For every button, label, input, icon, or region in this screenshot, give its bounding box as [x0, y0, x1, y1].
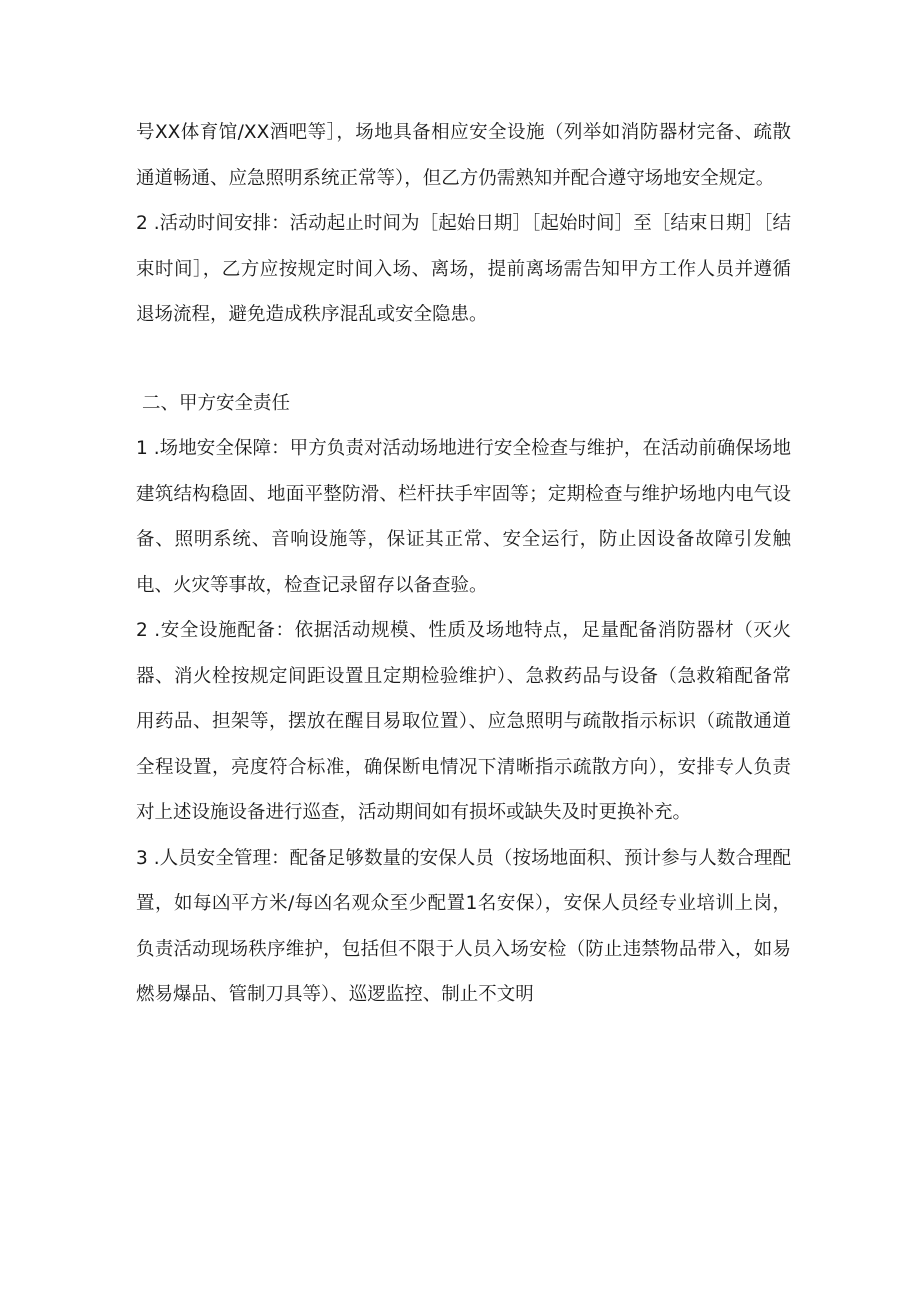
item-venue-safety: 1 .场地安全保障：甲方负责对活动场地进行安全检查与维护，在活动前确保场地建筑结构稳固、地面平整防滑、栏杆扶手牢固等；定期检查与维护场地内电气设备、照明系统、音响设施等，保证其正常、安全运行，防止因设备故障引发触电、火灾等事故，检查记录留存以备查验。	[136, 438, 791, 596]
item-safety-facilities: 2 .安全设施配备：依据活动规模、性质及场地特点，足量配备消防器材（灭火器、消火栓按规定间距设置且定期检验维护）、急救药品与设备（急救箱配备常用药品、担架等，摆放在醒目易取位置）、应急照明与疏散指示标识（疏散通道全程设置，亮度符合标准，确保断电情况下清晰指示疏散方向），安排专人负责对上述设施设备进行巡查，活动期间如有损坏或缺失及时更换补充。	[136, 620, 791, 823]
document-body	[136, 110, 791, 1018]
item-activity-time: 2 .活动时间安排：活动起止时间为［起始日期］［起始时间］至［结束日期］［结束时间］，乙方应按规定时间入场、离场，提前离场需告知甲方工作人员并遵循退场流程，避免造成秩序混乱或安全隐患。	[136, 213, 791, 325]
section-heading-party-a: 二、甲方安全责任	[142, 392, 291, 414]
section-spacer	[136, 338, 791, 381]
item-personnel-safety: 3 .人员安全管理：配备足够数量的安保人员（按场地面积、预计参与人数合理配置，如每凶平方米/每凶名观众至少配置1名安保），安保人员经专业培训上岗，负责活动现场秩序维护，包括但不限于人员入场安检（防止违禁物品带入，如易燃易爆品、管制刀具等）、巡逻监控、制止不文明	[136, 847, 791, 1005]
intro-paragraph: 号XX体育馆/XX酒吧等］，场地具备相应安全设施（列举如消防器材完备、疏散通道畅通、应急照明系统正常等），但乙方仍需熟知并配合遵守场地安全规定。	[136, 122, 791, 189]
